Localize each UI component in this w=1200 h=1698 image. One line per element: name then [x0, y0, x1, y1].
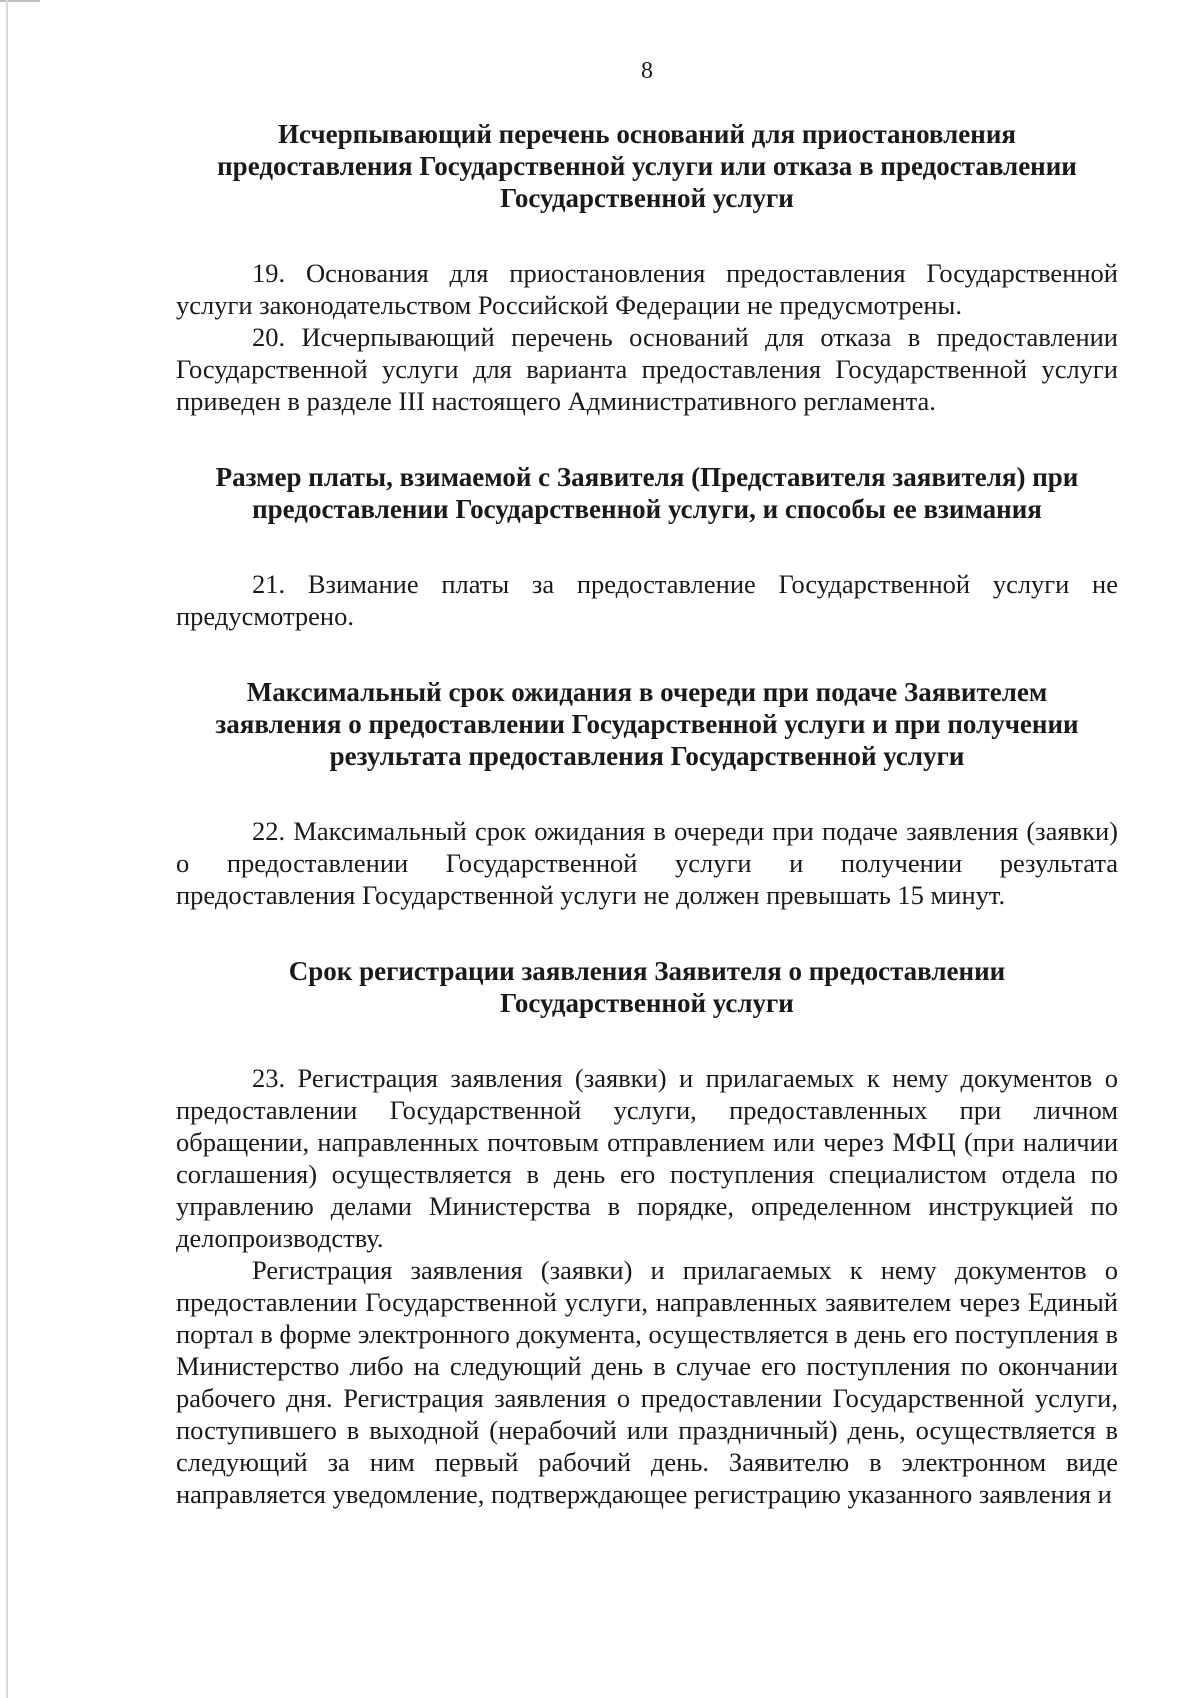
section-queue-time: [176, 676, 1118, 911]
section-suspension-grounds: [176, 118, 1118, 417]
paragraph-20: 20. Исчерпывающий перечень оснований для отказа в предоставлении Государственной услуги для варианта предоставления Государственной услуги приведен в разделе III настоящего Административного регламента.: [176, 322, 1118, 416]
paragraph-23-continued: Регистрация заявления (заявки) и прилагаемых к нему документов о предоставлении Государственной услуги, направленных заявителем через Единый портал в форме электронного документа, осуществляется в день его поступления в Министерство либо на следующий день в случае его поступления по окончании рабочего дня. Регистрация заявления о предоставлении Государственной услуги, поступившего в выходной (нерабочий или праздничный) день, осуществляется в следующий за ним первый рабочий день. Заявителю в электронном виде направляется уведомление, подтверждающее регистрацию указанного заявления и: [176, 1255, 1118, 1509]
section-heading: Максимальный срок ожидания в очереди при подаче Заявителем заявления о предоставлении Государственной услуги и при получении результата предоставления Государственной услуги: [215, 677, 1079, 771]
section-fee: [176, 461, 1118, 632]
paragraph-22: 22. Максимальный срок ожидания в очереди при подаче заявления (заявки) о предоставлении Государственной услуги и получении результата предоставления Государственной услуги не должен превышать 15 минут.: [176, 816, 1118, 910]
section-heading: Исчерпывающий перечень оснований для приостановления предоставления Государственной услуги или отказа в предоставлении Государственной услуги: [217, 119, 1077, 213]
section-heading: Размер платы, взимаемой с Заявителя (Представителя заявителя) при предоставлении Государственной услуги, и способы ее взимания: [215, 462, 1079, 524]
section-registration-term: [176, 955, 1118, 1510]
paragraph-19: 19. Основания для приостановления предоставления Государственной услуги законодательством Российской Федерации не предусмотрены.: [176, 258, 1118, 320]
document-page: [176, 58, 1118, 1510]
paragraph-21: 21. Взимание платы за предоставление Государственной услуги не предусмотрено.: [176, 569, 1118, 631]
paragraph-23: 23. Регистрация заявления (заявки) и прилагаемых к нему документов о предоставлении Государственной услуги, предоставленных при личном обращении, направленных почтовым отправлением или через МФЦ (при наличии соглашения) осуществляется в день его поступления специалистом отдела по управлению делами Министерства в порядке, определенном инструкцией по делопроизводству.: [176, 1063, 1118, 1253]
scan-edge-line: [6, 0, 8, 1698]
page-number: 8: [641, 58, 653, 84]
section-heading: Срок регистрации заявления Заявителя о предоставлении Государственной услуги: [288, 956, 1006, 1018]
